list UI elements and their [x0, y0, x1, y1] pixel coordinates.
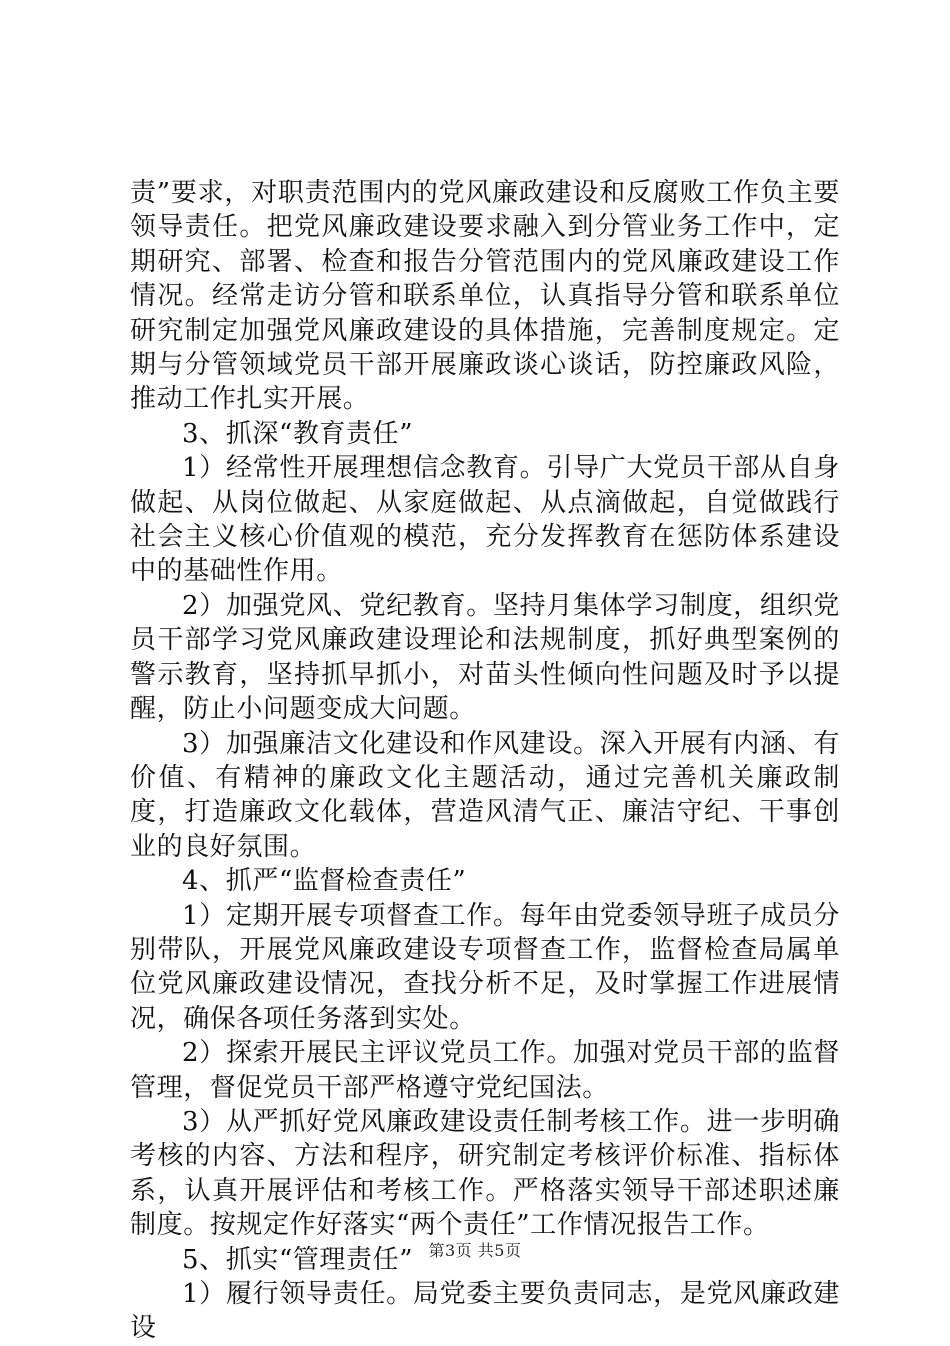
- paragraph-education-1: 1）经常性开展理想信念教育。引导广大党员干部从自身做起、从岗位做起、从家庭做起、从点滴做起，自觉做践行社会主义核心价值观的模范，充分发挥教育在惩防体系建设中的基础性作用。: [130, 453, 840, 587]
- paragraph-supervision-3: 3）从严抓好党风廉政建设责任制考核工作。进一步明确考核的内容、方法和程序，研究制定考核评价标准、指标体系，认真开展评估和考核工作。严格落实领导干部述职述廉制度。按规定作好落实“两个责任”工作情况报告工作。: [130, 1106, 840, 1241]
- paragraph-education-3: 3）加强廉洁文化建设和作风建设。深入开展有内涵、有价值、有精神的廉政文化主题活动，通过完善机关廉政制度，打造廉政文化载体，营造风清气正、廉洁守纪、干事创业的良好氛围。: [130, 728, 840, 862]
- paragraph-management-1: 1）履行领导责任。局党委主要负责同志，是党风廉政建设: [130, 1279, 840, 1344]
- paragraph-supervision-1: 1）定期开展专项督查工作。每年由党委领导班子成员分别带队，开展党风廉政建设专项督查工作，监督检查局属单位党风廉政建设情况，查找分析不足，及时掌握工作进展情况，确保各项任务落到实处。: [130, 900, 840, 1034]
- section-heading-supervision: 4、抓严“监督检查责任”: [182, 866, 467, 897]
- paragraph-continuation: 责”要求，对职责范围内的党风廉政建设和反腐败工作负主要领导责任。把党风廉政建设要求融入到分管业务工作中，定期研究、部署、检查和报告分管范围内的党风廉政建设工作情况。经常走访分管和联系单位，认真指导分管和联系单位研究制定加强党风廉政建设的具体措施，完善制度规定。定期与分管领域党员干部开展廉政谈心谈话，防控廉政风险，推动工作扎实开展。: [130, 178, 840, 415]
- paragraph-supervision-2: 2）探索开展民主评议党员工作。加强对党员干部的监督管理，督促党员干部严格遵守党纪国法。: [130, 1038, 840, 1103]
- page-number-footer: 第3页 共5页: [428, 1241, 522, 1260]
- document-body: [130, 176, 840, 1346]
- paragraph-education-2: 2）加强党风、党纪教育。坚持月集体学习制度，组织党员干部学习党风廉政建设理论和法规制度，抓好典型案例的警示教育，坚持抓早抓小，对苗头性倾向性问题及时予以提醒，防止小问题变成大问题。: [130, 590, 840, 725]
- section-heading-education: 3、抓深“教育责任”: [182, 418, 414, 449]
- section-heading-management: 5、抓实“管理责任”: [182, 1244, 414, 1275]
